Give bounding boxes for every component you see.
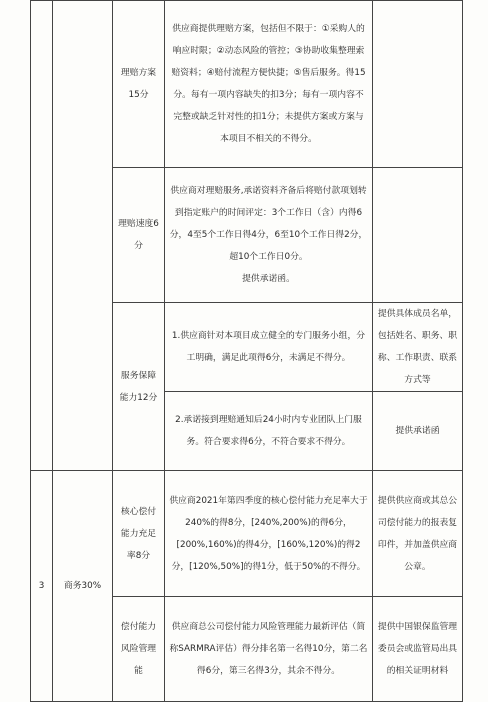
requirement-text: 提供中国银保监管理委员会或监管局出具的相关证明材料	[377, 622, 458, 676]
requirement-cell	[373, 597, 463, 702]
row-number-cell	[31, 471, 53, 702]
criteria-cell	[165, 392, 373, 471]
requirement-cell	[373, 303, 463, 392]
criteria-text: 2.承诺接到理赔通知后24小时内专业团队上门服务。符合要求得6分，不符合要求不得分。	[175, 415, 362, 447]
criteria-text: 1.供应商针对本项目成立健全的专门服务小组，分工明确，满足此项得6分，未满足不得分。	[171, 331, 366, 363]
item-label: 服务保障能力12分	[119, 370, 158, 403]
requirement-text: 提供承诺函	[395, 426, 440, 436]
item-label: 偿付能力风险管理能	[120, 622, 157, 676]
item-label: 理赔方案15分	[120, 68, 157, 100]
item-cell	[113, 303, 165, 471]
item-label: 核心偿付能力充足率8分	[120, 506, 157, 561]
item-cell	[113, 1, 165, 168]
requirement-cell	[373, 168, 463, 303]
requirement-text: 提供具体成员名单，包括姓名、职务、职称、工作职责、联系方式等	[377, 309, 458, 385]
criteria-text: 供应商总公司偿付能力风险管理能力最新评估（简称SARMRA评估）得分排名第一名得10分，第二名得6分，第三名得3分，其余不得分。	[169, 622, 368, 676]
criteria-cell	[165, 1, 373, 168]
criteria-cell	[165, 303, 373, 392]
criteria-text: 供应商提供理赔方案，包括但不限于：①采购人的响应时限；②动态风险的管控；③协助收集整理索赔资料；④赔付流程方便快捷；⑤售后服务。得15分。每有一项内容缺失的扣3分；每有一项内容不完整或缺乏针对性的扣1分；未提供方案或方案与本项目不相关的不得分。	[171, 24, 366, 144]
requirement-cell	[373, 1, 463, 168]
scoring-table	[30, 0, 463, 702]
item-label: 理赔速度6分	[118, 219, 159, 251]
criteria-cell	[165, 597, 373, 702]
category-cell	[53, 1, 113, 471]
item-cell	[113, 597, 165, 702]
criteria-cell	[165, 471, 373, 597]
item-cell	[113, 471, 165, 597]
row-number-cell	[31, 1, 53, 471]
table-row	[31, 1, 463, 168]
criteria-text: 供应商对理赔服务,承诺资料齐备后将赔付款项划转到指定账户的时间评定：3个工作日（含）内得6分，4至5个工作日得4分，6至10个工作日得2分，超10个工作日0分。	[169, 186, 368, 262]
category-cell	[53, 471, 113, 702]
criteria-note: 提供承诺函。	[242, 274, 295, 284]
requirement-cell	[373, 471, 463, 597]
criteria-cell	[165, 168, 373, 303]
criteria-text: 供应商2021年第四季度的核心偿付能力充足率大于240%的得8分，[240%,200%)的得6分，[200%,160%)的得4分，[160%,120%)的得2分，[120%,50%]的得1分，低于50%的不得分。	[169, 495, 368, 572]
requirement-cell	[373, 392, 463, 471]
item-cell	[113, 168, 165, 303]
requirement-text: 提供供应商或其总公司偿付能力的报表复印件，并加盖供应商公章。	[377, 495, 458, 572]
table-row	[31, 471, 463, 597]
row-number: 3	[38, 581, 45, 591]
category-label: 商务30%	[63, 581, 102, 591]
